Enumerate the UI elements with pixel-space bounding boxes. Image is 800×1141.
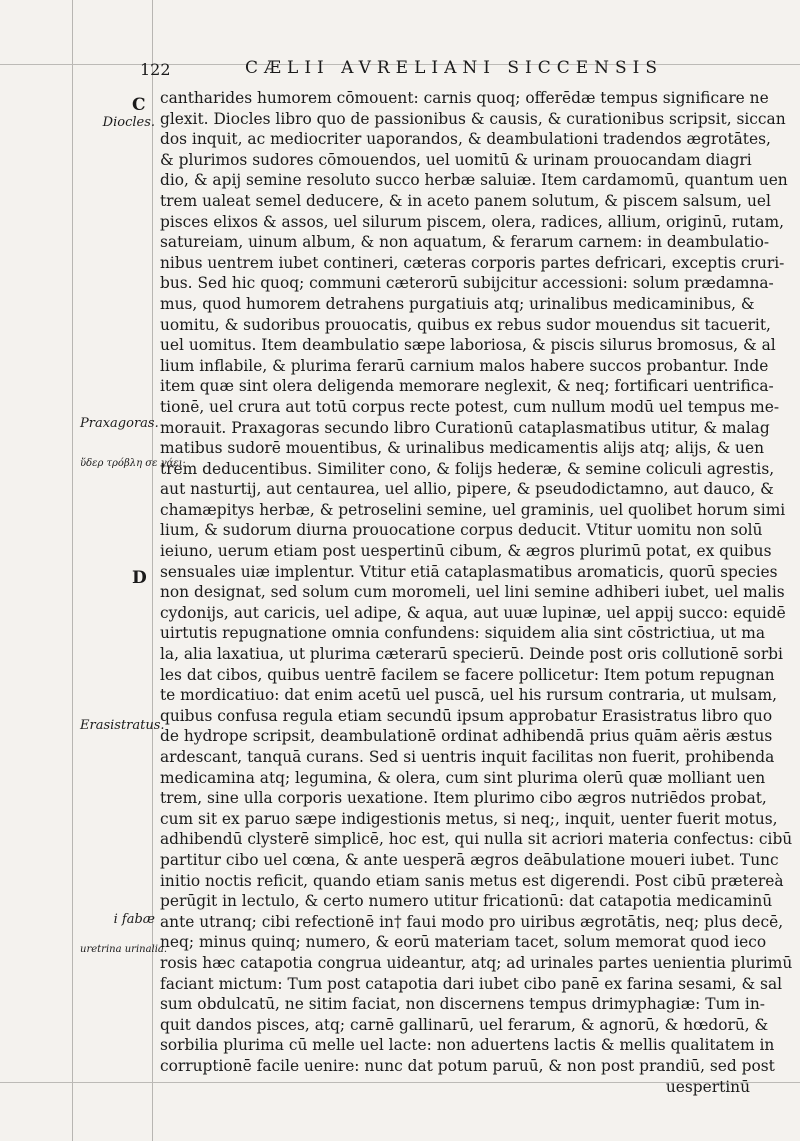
text-line: adhibendū clysterē simplicē, hoc est, qui nulla sit acriori materia confectus: cibū [160,830,793,849]
text-line: glexit. Diocles libro quo de passionibus & causis, & curationibus scripsit, siccan [160,109,786,128]
text-line: non designat, sed solum cum moromeli, uel lini semine adhiberi iubet, uel malis [160,583,785,602]
text-line: te mordicatiuo: dat enim acetū uel puscā, uel his rursum contraria, ut mulsam, [160,686,777,705]
text-line: partitur cibo uel cœna, & ante uesperā ægros deābulatione moueri iubet. Tunc [160,850,779,869]
text-line: lium inflabile, & plurima ferarū carnium malos habere succos probantur. Inde [160,356,769,375]
text-line: faciant mictum: Tum post catapotia dari iubet cibo panē ex farina sesami, & sal [160,974,783,993]
text-line: initio noctis reficit, quando etiam sanis metus est digerendi. Post cibū prætereà [160,871,784,890]
page-rule-left [72,0,73,1141]
text-line: chamæpitys herbæ, & petroselini semine, uel graminis, uel quolibet horum simi [160,500,786,519]
text-line: uel uomitus. Item deambulatio sæpe laboriosa, & piscis silurus bromosus, & al [160,336,776,355]
text-line: nibus uentrem iubet contineri, cæteras corporis partes defricari, exceptis cruri- [160,253,785,272]
text-line: sensuales uiæ implentur. Vtitur etiā cataplasmatibus aromaticis, quorū species [160,562,778,581]
text-line: sum obdulcatū, ne sitim faciat, non discernens tempus drimyphagiæ: Tum in- [160,995,765,1014]
text-line: quit dandos pisces, atq; carnē gallinarū, uel ferarum, & agnorū, & hœdorū, & [160,1015,769,1034]
text-line: cantharides humorem cōmouent: carnis quoq; offerēdæ tempus significare ne [160,89,769,107]
text-line: trem ualeat semel deducere, & in aceto panem solutum, & piscem salsum, uel [160,191,771,210]
margin-note-praxagoras: Praxagoras. [80,416,159,431]
text-line: ieiuno, uerum etiam post uespertinū cibum, & ægros plurimū potat, ex quibus [160,542,772,561]
running-head [140,58,770,82]
text-line: ardescant, tanquā curans. Sed si uentris inquit facilitas non fuerit, prohibenda [160,748,775,766]
text-line-catchword: uespertinū [665,1077,750,1096]
text-line: trem deducentibus. Similiter cono, & folijs hederæ, & semine coliculi agrestis, [160,459,775,478]
text-line: lium, & sudorum diurna prouocatione corpus deducit. Vtitur uomitu non solū [160,521,763,540]
text-line: aut nasturtij, aut centaurea, uel allio, pipere, & pseudodictamno, aut dauco, & [160,480,774,499]
text-line: les dat cibos, quibus uentrē facilem se facere pollicetur: Item potum repugnan [160,665,775,684]
section-letter-d: D [132,568,147,588]
main-text [160,88,793,1097]
text-line: ante utranq; cibi refectionē in† faui modo pro uiribus ægrotātis, neq; plus decē, [160,912,784,931]
text-line: cum sit ex paruo sæpe indigestionis metus, si neq;, inquit, uenter fuerit motus, [160,809,778,828]
page-number: 122 [140,60,171,79]
page-rule-margin [152,0,153,1141]
text-line: neq; minus quinq; numero, & eorū materiam tacet, solum memorat quod ieco [160,933,767,952]
text-line: trem, sine ulla corporis uexatione. Item plurimo cibo ægros nutriēdos probat, [160,789,767,808]
text-line: morauit. Praxagoras secundo libro Curationū cataplasmatibus utitur, & malag [160,418,770,437]
text-line: satureiam, uinum album, & non aquatum, & ferarum carnem: in deambulatio- [160,233,770,252]
text-line: quibus confusa regula etiam secundū ipsum approbatur Erasistratus libro quo [160,706,773,725]
margin-note-diocles: Diocles. [102,115,155,130]
text-line: dio, & apij semine resoluto succo herbæ saluiæ. Item cardamomū, quantum uen [160,171,788,190]
text-line: medicamina atq; legumina, & olera, cum sint plurima olerū quæ molliant uen [160,768,766,787]
text-line: matibus sudorē mouentibus, & urinalibus medicamentis alijs atq; alijs, & uen [160,439,764,458]
text-line: mus, quod humorem detrahens purgatiuis atq; urinalibus medicaminibus, & [160,294,755,313]
text-line: de hydrope scripsit, deambulationē ordinat adhibendā prius quām aëris æstus [160,727,773,746]
text-line: uirtutis repugnatione omnia confundens: siquidem alia sint cōstrictiua, ut ma [160,624,766,643]
text-line: sorbilia plurima cū melle uel lacte: non aduertens lactis & mellis qualitatem in [160,1036,775,1055]
text-line: perūgit in lectulo, & certo numero utitur fricationū: dat catapotia medicaminū [160,892,773,911]
section-letter-c: C [132,95,146,115]
margin-note-urinalia: uretrina urinalia. [80,944,168,955]
margin-note-fabae: i fabæ [113,912,155,927]
text-line: corruptionē facile uenire: nunc dat potum paruū, & non post prandiū, sed post [160,1056,775,1075]
text-line: bus. Sed hic quoq; communi cæterorū subijcitur accessioni: solum prædamna- [160,274,774,293]
text-line: uomitu, & sudoribus prouocatis, quibus ex rebus sudor mouendus sit tacuerit, [160,315,771,334]
text-line: & plurimos sudores cōmouendos, uel uomitū & urinam prouocandam diagri [160,150,752,169]
text-line: item quæ sint olera deligenda memorare neglexit, & neq; fortificari uentrifica- [160,377,774,396]
text-line: tionē, uel crura aut totū corpus recte potest, cum nullum modū uel tempus me- [160,397,780,416]
text-line: pisces elixos & assos, uel silurum piscem, olera, radices, allium, originū, rutam, [160,212,785,231]
text-line: cydonijs, aut caricis, uel adipe, & aqua, aut uuæ lupinæ, uel appij succo: equidē [160,603,786,622]
margin-note-erasistratus: Erasistratus. [80,718,165,733]
text-line: la, alia laxatiua, ut plurima cæterarū specierū. Deinde post oris collutionē sorbi [160,645,783,664]
margin-note-greek: ὕδερ τρόβλη σε γάει· [80,458,186,469]
text-line: rosis hæc catapotia congrua uideantur, atq; ad urinales partes uenientia plurimū [160,953,793,972]
running-title: CÆLII AVRELIANI SICCENSIS [245,58,664,78]
text-line: dos inquit, ac mediocriter uaporandos, & deambulationi tradendos ægrotātes, [160,130,771,149]
